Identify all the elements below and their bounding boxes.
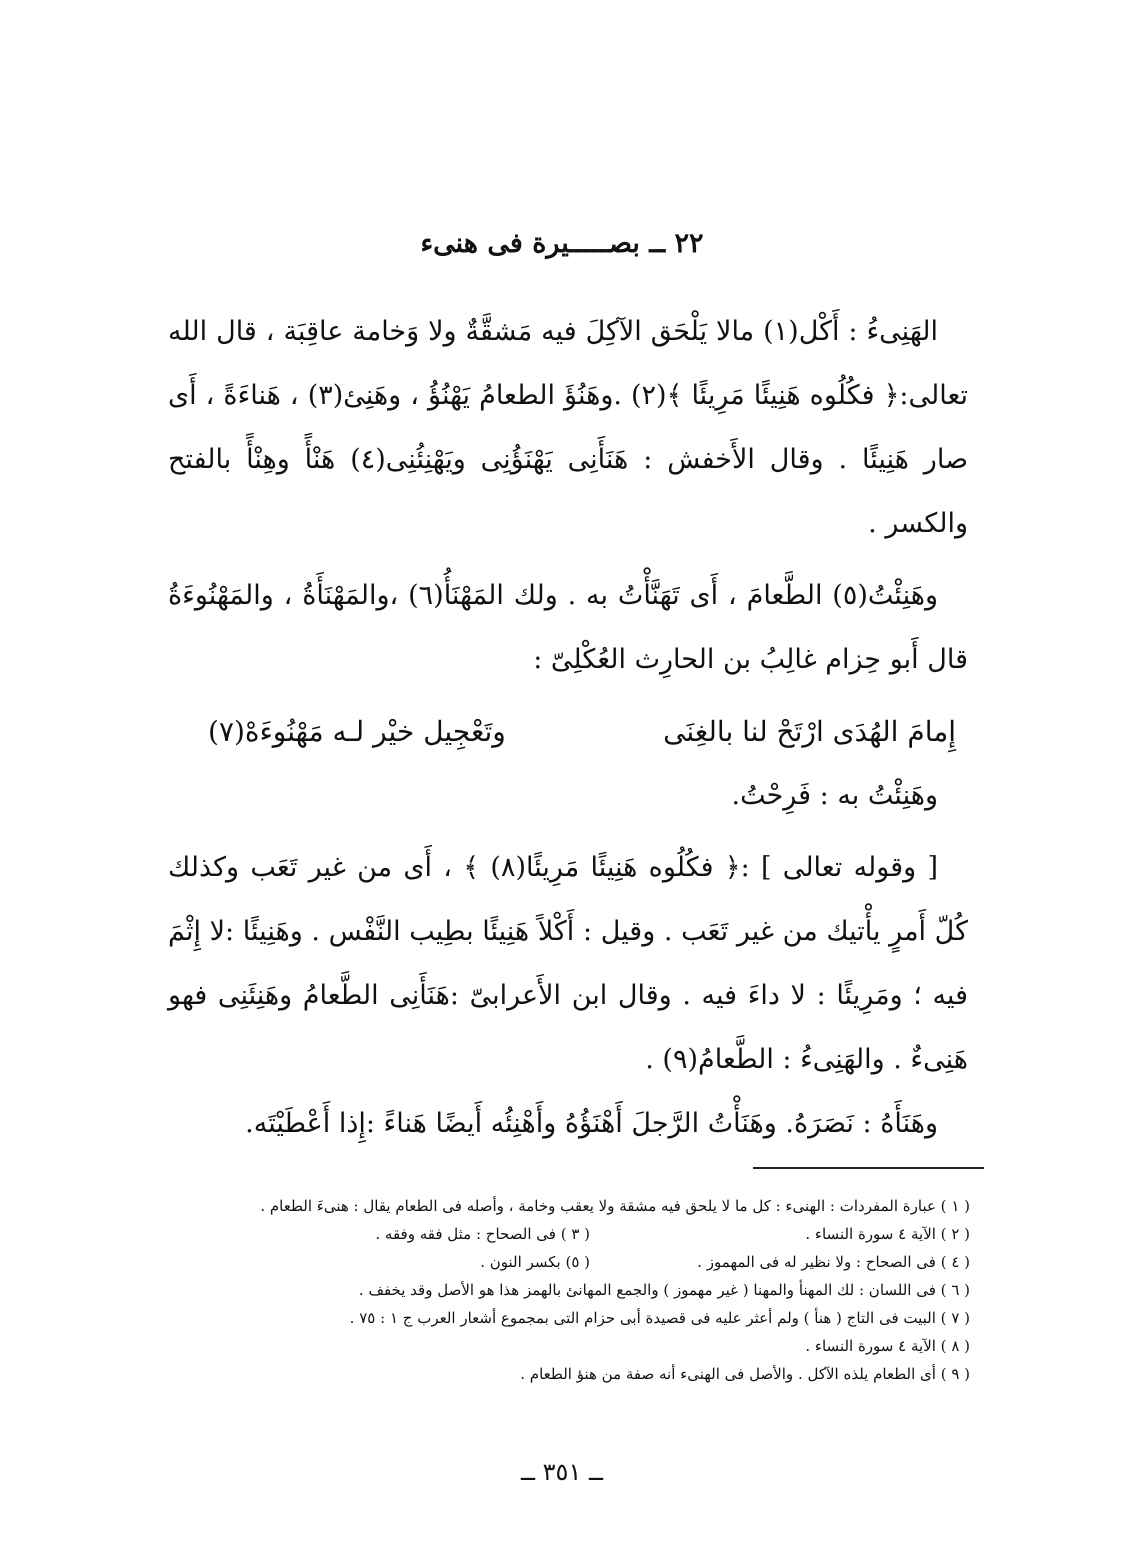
footnote-3: ( ٣ ) فى الصحاح : مثل فقه وفقه .	[375, 1225, 590, 1243]
footnote-row	[190, 1276, 970, 1304]
poem-verse	[168, 700, 968, 764]
footnote-5: ( ٥) بكسر النون .	[480, 1253, 590, 1271]
footnote-1: ( ١ ) عبارة المفردات : الهنىء : كل ما لا يلحق فيه مشقة ولا يعقب وخامة ، وأصله فى الطعام يقال : هنىءَ الطعام .	[260, 1197, 970, 1215]
page-number: ــ ٣٥١ ــ	[520, 1458, 604, 1486]
main-text	[168, 300, 968, 1156]
footnote-9: ( ٩ ) أى الطعام يلذه الآكل . والأصل فى الهنىء أنه صفة من هنؤ الطعام .	[520, 1365, 970, 1383]
page-header: ٢٢ ــ بصـــــيرة فى هنىء	[420, 228, 704, 259]
footnote-7: ( ٧ ) البيت فى التاج ( هنأ ) ولم أعثر عليه فى قصيدة أبى حزام التى بمجموع أشعار العرب ج ١ : ٧٥ .	[349, 1309, 970, 1327]
footnote-row	[190, 1304, 970, 1332]
footnote-row	[190, 1332, 970, 1360]
footnotes	[190, 1192, 970, 1388]
verse-second-hemistich: وتَعْجِيل خيْر لـه مَهْنُوءَهْ(٧)	[208, 715, 506, 748]
paragraph-3: وهَنِئْتُ به : فَرِحْتُ.	[731, 780, 938, 811]
footnote-2: ( ٢ ) الآية ٤ سورة النساء .	[805, 1225, 970, 1243]
verse-first-hemistich: إِمامَ الهُدَى ارْتَحْ لنا بالغِنَى	[663, 715, 956, 748]
footnote-8: ( ٨ ) الآية ٤ سورة النساء .	[805, 1337, 970, 1355]
footnote-separator	[753, 1167, 984, 1169]
footnote-row	[190, 1220, 970, 1248]
paragraph-1: الهَنِىءُ : أَكْل(١) مالا يَلْحَق الآكِلَ فيه مَشقَّةٌ ولا وَخامة عاقِبَة ، قال الله تعالى:﴿ فكُلُوه هَنِيئًا مَرِيئًا ﴾(٢) .وهَنُؤَ الطعامُ يَهْنُؤُ ، وهَنِئ(٣) ، هَناءَةً ، أَى صار هَنِيئًا . وقال الأَخفش : هَنَأَنِى يَهْنَؤُنِى ويَهْنِئُنِى(٤) هَنْأً وهِنْأً بالفتح والكسر .	[168, 316, 968, 539]
footnote-row	[190, 1192, 970, 1220]
paragraph-2: وهَنِئْتُ(٥) الطَّعامَ ، أَى تَهَنَّأْتُ به . ولك المَهْنَأُ(٦) ،والمَهْنَأَةُ ، والمَهْنُوءَةُ قال أَبو حِزام غالِبُ بن الحارِث العُكْلِىّ :	[168, 580, 968, 675]
paragraph-4: [ وقوله تعالى ] :﴿ فكُلُوه هَنِيئًا مَرِيئًا(٨) ﴾ ، أَى من غير تَعَب وكذلك كُلّ أَمرٍ يأْتيك من غير تَعَب . وقيل : أَكْلاً هَنِيئًا بطِيب النَّفْس . وهَنِيئًا :لا إِثْمَ فيه ؛ ومَرِيئًا : لا داءَ فيه . وقال ابن الأَعرابىّ :هَنَأَنِى الطَّعامُ وهَنِئَنِى فهو هَنِىءٌ . والهَنِىءُ : الطَّعامُ(٩) .	[168, 852, 968, 1075]
paragraph-5: وهَنَأَهُ : نَصَرَهُ. وهَنَأْتُ الرَّجلَ أَهْنَؤُهُ وأَهْنِئُه أَيضًا هَناءً :إِذا أَعْطَيْتَه.	[245, 1108, 938, 1139]
footnote-row	[190, 1360, 970, 1388]
footnote-6: ( ٦ ) فى اللسان : لك المهنأ والمهنا ( غير مهموز ) والجمع المهانئ بالهمز هذا هو الأصل وقد يخفف .	[358, 1281, 970, 1299]
footnote-4: ( ٤ ) فى الصحاح : ولا نظير له فى المهموز .	[697, 1253, 970, 1271]
footnote-row	[190, 1248, 970, 1276]
